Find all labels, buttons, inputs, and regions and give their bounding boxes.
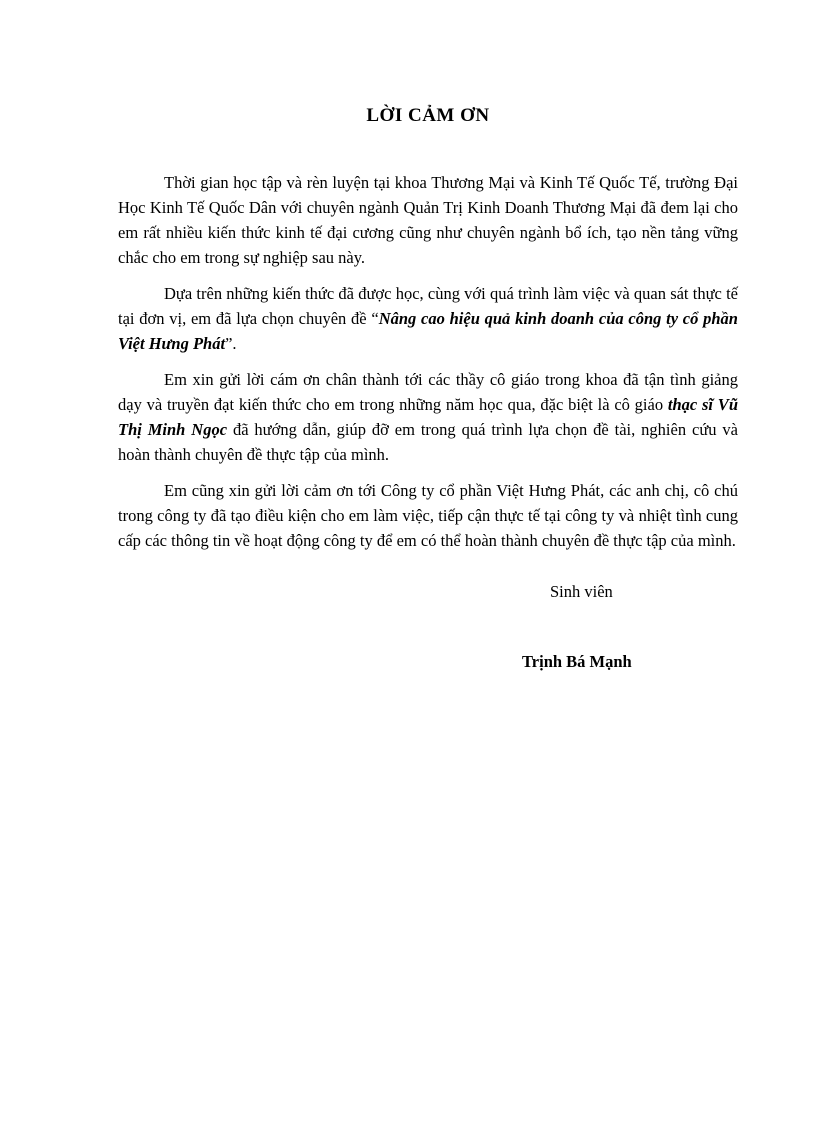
signature-role: Sinh viên [550,582,613,601]
paragraph-study-period [118,170,738,270]
paragraph-text: Dựa trên những kiến thức đã được học, cùng với quá trình làm việc và quan sát thực tế tại đơn vị, em đã lựa chọn chuyên đề “ [118,284,738,328]
paragraph-text: Em xin gửi lời cám ơn chân thành tới các thầy cô giáo trong khoa đã tận tình giảng dạy và truyền đạt kiến thức cho em trong những năm học qua, đặc biệt là cô giáo [118,370,738,414]
topic-title-emphasis: Nâng cao hiệu quả kinh doanh của công ty cổ phần Việt Hưng Phát [118,309,738,353]
supervisor-name-emphasis: thạc sĩ Vũ Thị Minh Ngọc [118,395,738,439]
paragraph-thanks-company [118,478,738,553]
paragraph-text-end: đã hướng dẫn, giúp đỡ em trong quá trình lựa chọn đề tài, nghiên cứu và hoàn thành chuyên đề thực tập của mình. [118,420,739,464]
document-body [118,170,738,564]
paragraph-thanks-teachers [118,367,738,467]
paragraph-text: Em cũng xin gửi lời cảm ơn tới Công ty cổ phần Việt Hưng Phát, các anh chị, cô chú trong công ty đã tạo điều kiện cho em làm việc, tiếp cận thực tế tại công ty và nhiệt tình cung cấp các thông tin về hoạt động công ty để em có thể hoàn thành chuyên đề thực tập của mình. [118,481,738,550]
page-title: LỜI CẢM ƠN [366,105,490,126]
paragraph-topic-choice [118,281,738,356]
signature-name: Trịnh Bá Mạnh [522,652,632,671]
paragraph-text-end: ”. [225,334,237,353]
paragraph-text: Thời gian học tập và rèn luyện tại khoa Thương Mại và Kinh Tế Quốc Tế, trường Đại Học Kinh Tế Quốc Dân với chuyên ngành Quản Trị Kinh Doanh Thương Mại đã đem lại cho em rất nhiều kiến thức kinh tế đại cương cũng như chuyên ngành bổ ích, tạo nền tảng vững chắc cho em trong sự nghiệp sau này. [118,173,738,267]
